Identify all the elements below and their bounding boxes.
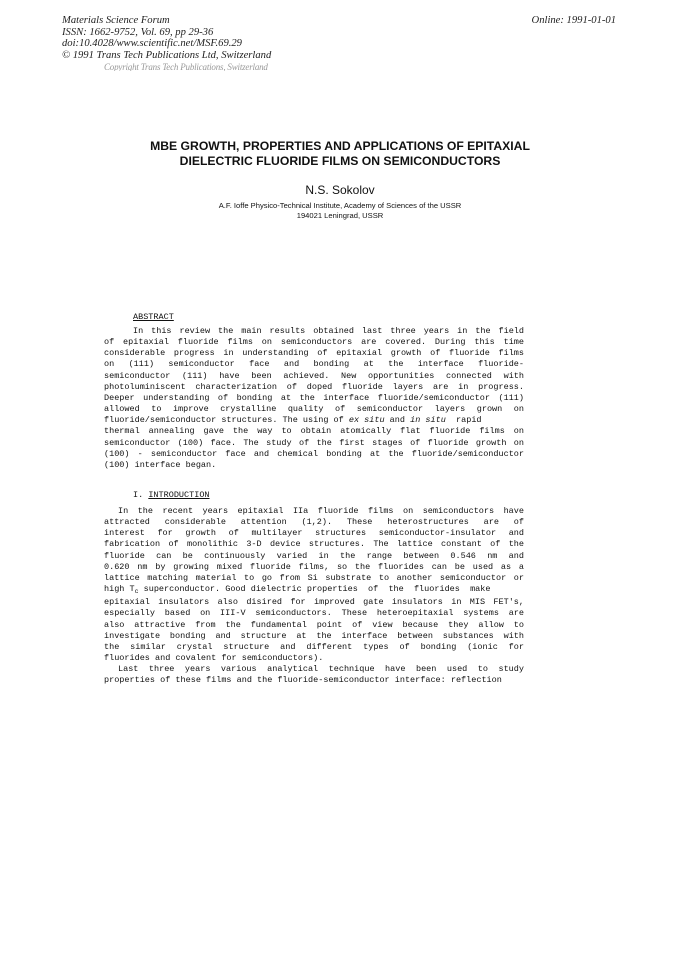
- intro-line: Last three years various analytical technique have been used to study: [118, 664, 524, 675]
- introduction-body: [104, 506, 524, 687]
- affiliation: [60, 201, 620, 221]
- intro-line: properties of these films and the fluoride-semiconductor interface: reflection: [104, 675, 502, 686]
- abstract-line: considerable progress in understanding of epitaxial growth of fluoride films: [104, 348, 524, 359]
- section-number: I.: [133, 490, 149, 500]
- intro-line: investigate bonding and structure at the interface between substances with: [104, 630, 524, 641]
- journal-header: [62, 15, 462, 61]
- intro-line: epitaxial insulators also disired for improved gate insulators in MIS FET's,: [104, 597, 524, 608]
- copyright-line: © 1991 Trans Tech Publications Ltd, Switzerland: [62, 49, 272, 61]
- title-line-1: MBE GROWTH, PROPERTIES AND APPLICATIONS OF EPITAXIAL: [150, 139, 530, 153]
- intro-line: 0.620 nm by growing mixed fluoride films, so the fluorides can be used as a: [104, 561, 524, 572]
- author-name: N.S. Sokolov: [305, 183, 375, 197]
- intro-line: the similar crystal structure and different types of bonding (ionic for: [104, 641, 524, 652]
- issn-line: ISSN: 1662-9752, Vol. 69, pp 29-36: [62, 26, 214, 38]
- abstract-line: semiconductor (111) have been achieved. New opportunities connected with: [104, 370, 524, 381]
- abstract-heading: ABSTRACT: [133, 312, 174, 322]
- doi-line: doi:10.4028/www.scientific.net/MSF.69.29: [62, 38, 242, 50]
- intro-line: attracted considerable attention (1,2). These heterostructures are of: [104, 517, 524, 528]
- abstract-line: of epitaxial fluoride films on semiconductors are covered. During this time: [104, 337, 524, 348]
- abstract-line: In this review the main results obtained last three years in the field: [133, 326, 524, 336]
- intro-line: In the recent years epitaxial IIa fluoride films on semiconductors have: [118, 506, 524, 516]
- affiliation-line-2: 194021 Leningrad, USSR: [296, 211, 384, 220]
- abstract-line: (100) - semiconductor face and chemical bonding at the fluoride/semiconductor: [104, 448, 524, 459]
- intro-line: high $T_c$ superconductor. Good dielectric properties of the fluorides make: [104, 584, 491, 596]
- section-title: INTRODUCTION: [148, 490, 210, 500]
- faded-copyright-stamp: Copyright Trans Tech Publications, Switzerland: [104, 63, 268, 71]
- abstract-line: thermal annealing gave the way to obtain atomically flat fluoride films on: [104, 426, 524, 437]
- abstract-line: Deeper understanding of bonding at the interface fluoride/semiconductor (111): [104, 392, 524, 403]
- intro-line: fluorides and covalent for semiconductors).: [104, 653, 324, 664]
- abstract-line: on (111) semiconductor face and bonding at the interface fluoride-: [104, 359, 524, 370]
- intro-line: interest for growth of multilayer structures semiconductor-insulator and: [104, 528, 524, 539]
- intro-line: fluoride can be continuously varied in the range between 0.546 nm and: [104, 550, 524, 561]
- subscript-c: c: [134, 588, 139, 596]
- abstract-line: semiconductor (100) face. The study of the first stages of fluoride growth on: [104, 437, 524, 448]
- abstract-line: photoluminiscent characterization of doped fluoride layers are in progress.: [104, 381, 524, 392]
- abstract-line: fluoride/semiconductor structures. The using of ex situ and in situ rapid: [104, 415, 482, 426]
- intro-line: especially based on III-V semiconductors. These heteroepitaxial systems are: [104, 608, 524, 619]
- title-line-2: DIELECTRIC FLUORIDE FILMS ON SEMICONDUCTORS: [179, 154, 501, 168]
- online-date: Online: 1991-01-01: [531, 15, 616, 26]
- journal-name: Materials Science Forum: [62, 15, 170, 26]
- paper-title: [60, 139, 620, 169]
- abstract-body: [104, 326, 524, 471]
- intro-line: lattice matching material to go from Si substrate to another semiconductor or: [104, 572, 524, 583]
- affiliation-line-1: A.F. Ioffe Physico-Technical Institute, Academy of Sciences of the USSR: [218, 201, 462, 210]
- intro-line: also attractive from the fundamental point of view because they allow to: [104, 619, 524, 630]
- abstract-line: allowed to improve crystalline quality of semiconductor layers grown on: [104, 404, 524, 415]
- abstract-line: (100) interface began.: [104, 459, 217, 470]
- introduction-heading: [133, 490, 210, 500]
- intro-line: fabrication of monolithic 3-D device structures. The lattice constant of the: [104, 539, 524, 550]
